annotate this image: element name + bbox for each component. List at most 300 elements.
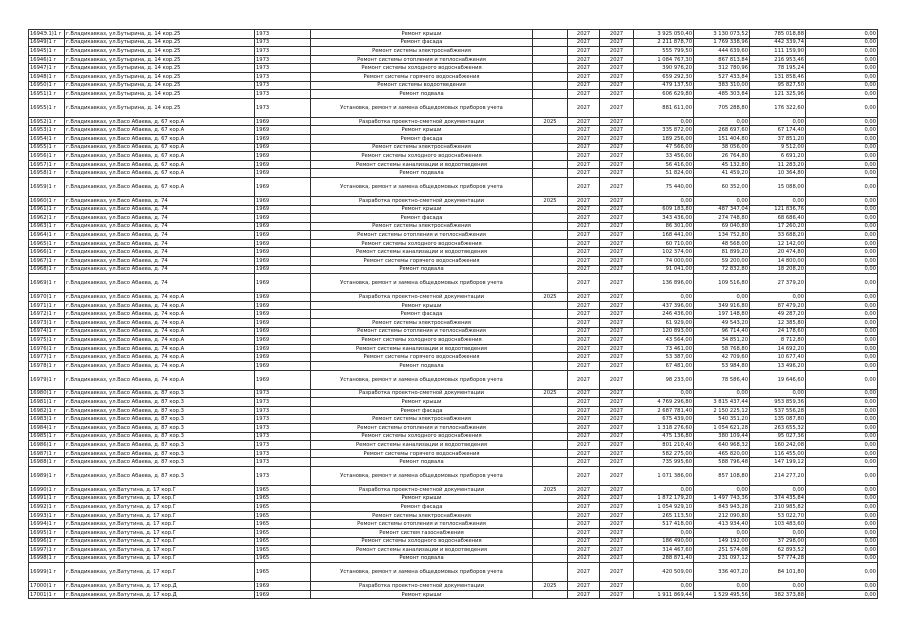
total-cost-cell: 186 490,00: [634, 537, 694, 546]
total-cost-cell: 53 387,00: [634, 353, 694, 362]
other-cost-cell: 0,00: [806, 90, 878, 99]
other-cost-cell: 0,00: [806, 344, 878, 353]
row-number-cell: 16953)1 г: [29, 126, 65, 135]
row-number-cell: 16972)1 г: [29, 310, 65, 319]
work-type-cell: Ремонт системы канализации и водоотведения: [311, 441, 533, 450]
work-type-cell: Ремонт систем газоснабжения: [311, 528, 533, 537]
row-number-cell: 16950)1 г: [29, 81, 65, 90]
build-year-cell: 1973: [255, 415, 311, 424]
work-type-cell: Ремонт системы водоотведения: [311, 81, 533, 90]
work-type-cell: Ремонт подвала: [311, 362, 533, 371]
fund-cost-cell: 0,00: [694, 196, 750, 205]
other-cost-cell: 0,00: [806, 169, 878, 178]
total-cost-cell: 168 441,00: [634, 231, 694, 240]
table-row: [29, 301, 878, 310]
work-type-cell: Ремонт системы горячего водоснабжения: [311, 257, 533, 266]
fund-cost-cell: 109 516,80: [694, 274, 750, 293]
row-number-cell: 16979)1 г: [29, 370, 65, 389]
design-year-cell: [533, 398, 568, 407]
work-type-cell: Ремонт подвала: [311, 169, 533, 178]
start-year-cell: 2027: [568, 336, 600, 345]
build-year-cell: 1965: [255, 528, 311, 537]
owner-cost-cell: 135 087,80: [750, 415, 806, 424]
table-row: [29, 353, 878, 362]
row-number-cell: 16976)1 г: [29, 344, 65, 353]
design-year-cell: [533, 222, 568, 231]
build-year-cell: 1965: [255, 503, 311, 512]
build-year-cell: 1969: [255, 160, 311, 169]
total-cost-cell: 1 872 179,20: [634, 494, 694, 503]
work-type-cell: Разработка проектно-сметной документации: [311, 196, 533, 205]
build-year-cell: 1973: [255, 81, 311, 90]
row-number-cell: 16999)1 г: [29, 563, 65, 582]
total-cost-cell: 335 872,00: [634, 126, 694, 135]
end-year-cell: 2027: [600, 362, 634, 371]
row-number-cell: 16997)1 г: [29, 546, 65, 555]
other-cost-cell: 0,00: [806, 370, 878, 389]
design-year-cell: [533, 563, 568, 582]
fund-cost-cell: 3 130 073,52: [694, 30, 750, 39]
address-cell: г.Владикавказ, ул.Васо Абаева, д. 74: [65, 205, 255, 214]
end-year-cell: 2027: [600, 520, 634, 529]
design-year-cell: [533, 98, 568, 117]
end-year-cell: 2027: [600, 590, 634, 599]
start-year-cell: 2027: [568, 196, 600, 205]
work-type-cell: Ремонт фасада: [311, 134, 533, 143]
owner-cost-cell: 9 512,00: [750, 143, 806, 152]
work-type-cell: Ремонт фасада: [311, 38, 533, 47]
design-year-cell: [533, 30, 568, 39]
owner-cost-cell: 263 655,32: [750, 423, 806, 432]
row-number-cell: 16982)1 г: [29, 406, 65, 415]
build-year-cell: 1973: [255, 466, 311, 485]
table-row: [29, 274, 878, 293]
row-number-cell: 16974)1 г: [29, 327, 65, 336]
design-year-cell: [533, 143, 568, 152]
owner-cost-cell: 953 859,36: [750, 398, 806, 407]
build-year-cell: 1969: [255, 248, 311, 257]
end-year-cell: 2027: [600, 239, 634, 248]
total-cost-cell: 0,00: [634, 389, 694, 398]
design-year-cell: [533, 423, 568, 432]
end-year-cell: 2027: [600, 126, 634, 135]
end-year-cell: 2027: [600, 389, 634, 398]
table-row: [29, 160, 878, 169]
other-cost-cell: 0,00: [806, 293, 878, 302]
row-number-cell: 16945)1 г: [29, 47, 65, 56]
end-year-cell: 2027: [600, 160, 634, 169]
table-row: [29, 563, 878, 582]
other-cost-cell: 0,00: [806, 582, 878, 591]
end-year-cell: 2027: [600, 231, 634, 240]
row-number-cell: 16969)1 г: [29, 274, 65, 293]
address-cell: г.Владикавказ, ул.Васо Абаева, д. 74: [65, 222, 255, 231]
row-number-cell: 16968)1 г: [29, 265, 65, 274]
start-year-cell: 2027: [568, 415, 600, 424]
owner-cost-cell: 442 339,74: [750, 38, 806, 47]
work-type-cell: Ремонт системы электроснабжения: [311, 511, 533, 520]
end-year-cell: 2027: [600, 72, 634, 81]
fund-cost-cell: 26 764,80: [694, 152, 750, 161]
address-cell: г.Владикавказ, ул.Васо Абаева, д. 74 кор.А: [65, 293, 255, 302]
table-row: [29, 546, 878, 555]
address-cell: г.Владикавказ, ул.Васо Абаева, д. 74: [65, 274, 255, 293]
design-year-cell: [533, 160, 568, 169]
fund-cost-cell: 45 132,80: [694, 160, 750, 169]
owner-cost-cell: 78 195,24: [750, 64, 806, 73]
end-year-cell: 2027: [600, 563, 634, 582]
design-year-cell: [533, 231, 568, 240]
table-row: [29, 370, 878, 389]
design-year-cell: [533, 319, 568, 328]
other-cost-cell: 0,00: [806, 432, 878, 441]
total-cost-cell: 74 000,00: [634, 257, 694, 266]
work-type-cell: Ремонт фасада: [311, 406, 533, 415]
row-number-cell: 16948)1 г: [29, 72, 65, 81]
start-year-cell: 2027: [568, 398, 600, 407]
start-year-cell: 2027: [568, 265, 600, 274]
other-cost-cell: 0,00: [806, 537, 878, 546]
start-year-cell: 2027: [568, 389, 600, 398]
table-row: [29, 152, 878, 161]
end-year-cell: 2027: [600, 169, 634, 178]
end-year-cell: 2027: [600, 370, 634, 389]
table-row: [29, 169, 878, 178]
build-year-cell: 1969: [255, 257, 311, 266]
fund-cost-cell: 2 150 225,12: [694, 406, 750, 415]
fund-cost-cell: 78 586,40: [694, 370, 750, 389]
total-cost-cell: 0,00: [634, 485, 694, 494]
start-year-cell: 2027: [568, 160, 600, 169]
fund-cost-cell: 0,00: [694, 528, 750, 537]
other-cost-cell: 0,00: [806, 546, 878, 555]
row-number-cell: 16985)1 г: [29, 432, 65, 441]
total-cost-cell: 3 925 050,40: [634, 30, 694, 39]
work-type-cell: Ремонт системы электроснабжения: [311, 415, 533, 424]
build-year-cell: 1969: [255, 196, 311, 205]
address-cell: г.Владикавказ, ул.Ватутина, д. 17 кор.Г: [65, 528, 255, 537]
work-type-cell: Разработка проектно-сметной документации: [311, 582, 533, 591]
fund-cost-cell: 336 407,20: [694, 563, 750, 582]
start-year-cell: 2027: [568, 90, 600, 99]
table-row: [29, 47, 878, 56]
other-cost-cell: 0,00: [806, 38, 878, 47]
row-number-cell: 16961)1 г: [29, 205, 65, 214]
build-year-cell: 1969: [255, 152, 311, 161]
other-cost-cell: 0,00: [806, 389, 878, 398]
table-row: [29, 441, 878, 450]
other-cost-cell: 0,00: [806, 30, 878, 39]
build-year-cell: 1965: [255, 563, 311, 582]
address-cell: г.Владикавказ, ул.Бутырина, д. 14 кор.25: [65, 90, 255, 99]
other-cost-cell: 0,00: [806, 494, 878, 503]
design-year-cell: [533, 546, 568, 555]
start-year-cell: 2027: [568, 205, 600, 214]
work-type-cell: Установка, ремонт и замена общедомовых приборов учета: [311, 274, 533, 293]
owner-cost-cell: 0,00: [750, 117, 806, 126]
end-year-cell: 2027: [600, 494, 634, 503]
owner-cost-cell: 103 483,60: [750, 520, 806, 529]
start-year-cell: 2027: [568, 511, 600, 520]
table-row: [29, 231, 878, 240]
build-year-cell: 1969: [255, 327, 311, 336]
owner-cost-cell: 12 385,80: [750, 319, 806, 328]
row-number-cell: 1694Э.1)1 г: [29, 30, 65, 39]
fund-cost-cell: 48 568,00: [694, 239, 750, 248]
table-row: [29, 582, 878, 591]
row-number-cell: 16963)1 г: [29, 222, 65, 231]
start-year-cell: 2027: [568, 327, 600, 336]
fund-cost-cell: 0,00: [694, 485, 750, 494]
work-type-cell: Ремонт фасада: [311, 310, 533, 319]
other-cost-cell: 0,00: [806, 511, 878, 520]
work-type-cell: Ремонт системы отопления и теплоснабжения: [311, 423, 533, 432]
end-year-cell: 2027: [600, 432, 634, 441]
build-year-cell: 1969: [255, 362, 311, 371]
other-cost-cell: 0,00: [806, 160, 878, 169]
design-year-cell: 2025: [533, 389, 568, 398]
row-number-cell: 16955)1 г: [29, 98, 65, 117]
work-type-cell: Ремонт системы канализации и водоотведения: [311, 248, 533, 257]
table-row: [29, 319, 878, 328]
total-cost-cell: 86 301,00: [634, 222, 694, 231]
start-year-cell: 2027: [568, 248, 600, 257]
other-cost-cell: 0,00: [806, 563, 878, 582]
total-cost-cell: 314 467,60: [634, 546, 694, 555]
address-cell: г.Владикавказ, ул.Васо Абаева, д. 67 кор.А: [65, 134, 255, 143]
work-type-cell: Ремонт крыши: [311, 494, 533, 503]
owner-cost-cell: 8 712,80: [750, 336, 806, 345]
other-cost-cell: 0,00: [806, 415, 878, 424]
fund-cost-cell: 60 352,00: [694, 177, 750, 196]
row-number-cell: 16978)1 г: [29, 362, 65, 371]
build-year-cell: 1973: [255, 38, 311, 47]
work-type-cell: Ремонт системы электроснабжения: [311, 222, 533, 231]
address-cell: г.Владикавказ, ул.Ватутина, д. 17 кор.Г: [65, 563, 255, 582]
end-year-cell: 2027: [600, 257, 634, 266]
row-number-cell: 16951)1 г: [29, 90, 65, 99]
total-cost-cell: 51 824,00: [634, 169, 694, 178]
address-cell: г.Владикавказ, ул.Васо Абаева, д. 74: [65, 231, 255, 240]
design-year-cell: 2025: [533, 293, 568, 302]
fund-cost-cell: 380 109,44: [694, 432, 750, 441]
build-year-cell: 1973: [255, 90, 311, 99]
start-year-cell: 2027: [568, 370, 600, 389]
design-year-cell: [533, 55, 568, 64]
total-cost-cell: 246 436,00: [634, 310, 694, 319]
total-cost-cell: 47 566,00: [634, 143, 694, 152]
table-row: [29, 72, 878, 81]
other-cost-cell: 0,00: [806, 214, 878, 223]
address-cell: г.Владикавказ, ул.Васо Абаева, д. 74 кор.А: [65, 301, 255, 310]
row-number-cell: 16983)1 г: [29, 415, 65, 424]
design-year-cell: [533, 537, 568, 546]
total-cost-cell: 582 275,00: [634, 449, 694, 458]
start-year-cell: 2027: [568, 406, 600, 415]
design-year-cell: [533, 90, 568, 99]
fund-cost-cell: 149 192,00: [694, 537, 750, 546]
table-row: [29, 528, 878, 537]
end-year-cell: 2027: [600, 415, 634, 424]
start-year-cell: 2027: [568, 563, 600, 582]
total-cost-cell: 102 374,00: [634, 248, 694, 257]
fund-cost-cell: 197 148,80: [694, 310, 750, 319]
start-year-cell: 2027: [568, 528, 600, 537]
row-number-cell: 16986)1 г: [29, 441, 65, 450]
fund-cost-cell: 59 200,00: [694, 257, 750, 266]
fund-cost-cell: 867 813,84: [694, 55, 750, 64]
fund-cost-cell: 413 934,40: [694, 520, 750, 529]
fund-cost-cell: 527 433,84: [694, 72, 750, 81]
total-cost-cell: 4 769 296,80: [634, 398, 694, 407]
address-cell: г.Владикавказ, ул.Ватутина, д. 17 кор.Г: [65, 537, 255, 546]
address-cell: г.Владикавказ, ул.Ватутина, д. 17 кор.Г: [65, 520, 255, 529]
other-cost-cell: 0,00: [806, 64, 878, 73]
row-number-cell: 16990)1 г: [29, 485, 65, 494]
fund-cost-cell: 0,00: [694, 293, 750, 302]
total-cost-cell: 1 318 276,60: [634, 423, 694, 432]
end-year-cell: 2027: [600, 293, 634, 302]
address-cell: г.Владикавказ, ул.Васо Абаева, д. 67 кор.А: [65, 143, 255, 152]
owner-cost-cell: 0,00: [750, 389, 806, 398]
table-row: [29, 81, 878, 90]
start-year-cell: 2027: [568, 117, 600, 126]
row-number-cell: 16975)1 г: [29, 336, 65, 345]
end-year-cell: 2027: [600, 134, 634, 143]
start-year-cell: 2027: [568, 72, 600, 81]
start-year-cell: 2027: [568, 319, 600, 328]
work-type-cell: Ремонт системы электроснабжения: [311, 319, 533, 328]
other-cost-cell: 0,00: [806, 126, 878, 135]
start-year-cell: 2027: [568, 485, 600, 494]
end-year-cell: 2027: [600, 546, 634, 555]
start-year-cell: 2027: [568, 353, 600, 362]
total-cost-cell: 0,00: [634, 196, 694, 205]
design-year-cell: [533, 353, 568, 362]
address-cell: г.Владикавказ, ул.Васо Абаева, д. 74 кор.А: [65, 344, 255, 353]
row-number-cell: 16954)1 г: [29, 134, 65, 143]
table-row: [29, 494, 878, 503]
design-year-cell: [533, 38, 568, 47]
address-cell: г.Владикавказ, ул.Васо Абаева, д. 74 кор.А: [65, 319, 255, 328]
total-cost-cell: 1 054 929,10: [634, 503, 694, 512]
address-cell: г.Владикавказ, ул.Васо Абаева, д. 67 кор.А: [65, 117, 255, 126]
other-cost-cell: 0,00: [806, 143, 878, 152]
end-year-cell: 2027: [600, 485, 634, 494]
build-year-cell: 1969: [255, 231, 311, 240]
total-cost-cell: 67 481,00: [634, 362, 694, 371]
fund-cost-cell: 487 347,04: [694, 205, 750, 214]
start-year-cell: 2027: [568, 432, 600, 441]
total-cost-cell: 2 687 781,40: [634, 406, 694, 415]
row-number-cell: 16946)1 г: [29, 55, 65, 64]
address-cell: г.Владикавказ, ул.Ватутина, д. 17 кор.Г: [65, 554, 255, 563]
start-year-cell: 2027: [568, 362, 600, 371]
other-cost-cell: 0,00: [806, 590, 878, 599]
address-cell: г.Владикавказ, ул.Ватутина, д. 17 кор.Г: [65, 511, 255, 520]
start-year-cell: 2027: [568, 293, 600, 302]
owner-cost-cell: 18 208,20: [750, 265, 806, 274]
owner-cost-cell: 12 142,00: [750, 239, 806, 248]
design-year-cell: [533, 239, 568, 248]
end-year-cell: 2027: [600, 336, 634, 345]
owner-cost-cell: 95 827,50: [750, 81, 806, 90]
design-year-cell: [533, 72, 568, 81]
total-cost-cell: 43 564,00: [634, 336, 694, 345]
owner-cost-cell: 0,00: [750, 582, 806, 591]
end-year-cell: 2027: [600, 30, 634, 39]
work-type-cell: Ремонт системы холодного водоснабжения: [311, 152, 533, 161]
address-cell: г.Владикавказ, ул.Бутырина, д. 14 кор.25: [65, 81, 255, 90]
row-number-cell: 16959)1 г: [29, 177, 65, 196]
other-cost-cell: 0,00: [806, 327, 878, 336]
owner-cost-cell: 0,00: [750, 293, 806, 302]
owner-cost-cell: 37 851,20: [750, 134, 806, 143]
fund-cost-cell: 81 899,20: [694, 248, 750, 257]
owner-cost-cell: 14 800,00: [750, 257, 806, 266]
fund-cost-cell: 53 984,80: [694, 362, 750, 371]
fund-cost-cell: 268 697,60: [694, 126, 750, 135]
end-year-cell: 2027: [600, 301, 634, 310]
build-year-cell: 1969: [255, 134, 311, 143]
row-number-cell: 17001)1 г: [29, 590, 65, 599]
total-cost-cell: 609 183,80: [634, 205, 694, 214]
work-type-cell: Разработка проектно-сметной документации: [311, 389, 533, 398]
address-cell: г.Владикавказ, ул.Бутырина, д. 14 кор.25: [65, 98, 255, 117]
fund-cost-cell: 1 769 338,96: [694, 38, 750, 47]
work-type-cell: Разработка проектно-сметной документации: [311, 485, 533, 494]
start-year-cell: 2027: [568, 152, 600, 161]
total-cost-cell: 98 233,00: [634, 370, 694, 389]
start-year-cell: 2027: [568, 239, 600, 248]
fund-cost-cell: 231 097,12: [694, 554, 750, 563]
design-year-cell: 2025: [533, 582, 568, 591]
work-type-cell: Ремонт системы электроснабжения: [311, 47, 533, 56]
table-row: [29, 466, 878, 485]
row-number-cell: 16967)1 г: [29, 257, 65, 266]
design-year-cell: [533, 344, 568, 353]
fund-cost-cell: 41 459,20: [694, 169, 750, 178]
design-year-cell: [533, 169, 568, 178]
address-cell: г.Владикавказ, ул.Васо Абаева, д. 87 кор.3: [65, 423, 255, 432]
work-type-cell: Ремонт подвала: [311, 265, 533, 274]
end-year-cell: 2027: [600, 196, 634, 205]
end-year-cell: 2027: [600, 205, 634, 214]
owner-cost-cell: 84 101,80: [750, 563, 806, 582]
address-cell: г.Владикавказ, ул.Васо Абаева, д. 74 кор.А: [65, 327, 255, 336]
table-row: [29, 64, 878, 73]
design-year-cell: [533, 458, 568, 467]
total-cost-cell: 56 416,00: [634, 160, 694, 169]
other-cost-cell: 0,00: [806, 239, 878, 248]
other-cost-cell: 0,00: [806, 205, 878, 214]
row-number-cell: 16989)1 г: [29, 466, 65, 485]
fund-cost-cell: 69 040,80: [694, 222, 750, 231]
start-year-cell: 2027: [568, 30, 600, 39]
fund-cost-cell: 42 709,60: [694, 353, 750, 362]
build-year-cell: 1969: [255, 143, 311, 152]
work-type-cell: Установка, ремонт и замена общедомовых приборов учета: [311, 563, 533, 582]
design-year-cell: [533, 327, 568, 336]
table-row: [29, 590, 878, 599]
other-cost-cell: 0,00: [806, 336, 878, 345]
end-year-cell: 2027: [600, 81, 634, 90]
other-cost-cell: 0,00: [806, 81, 878, 90]
fund-cost-cell: 444 639,60: [694, 47, 750, 56]
start-year-cell: 2027: [568, 554, 600, 563]
address-cell: г.Владикавказ, ул.Васо Абаева, д. 67 кор.А: [65, 160, 255, 169]
other-cost-cell: 0,00: [806, 72, 878, 81]
